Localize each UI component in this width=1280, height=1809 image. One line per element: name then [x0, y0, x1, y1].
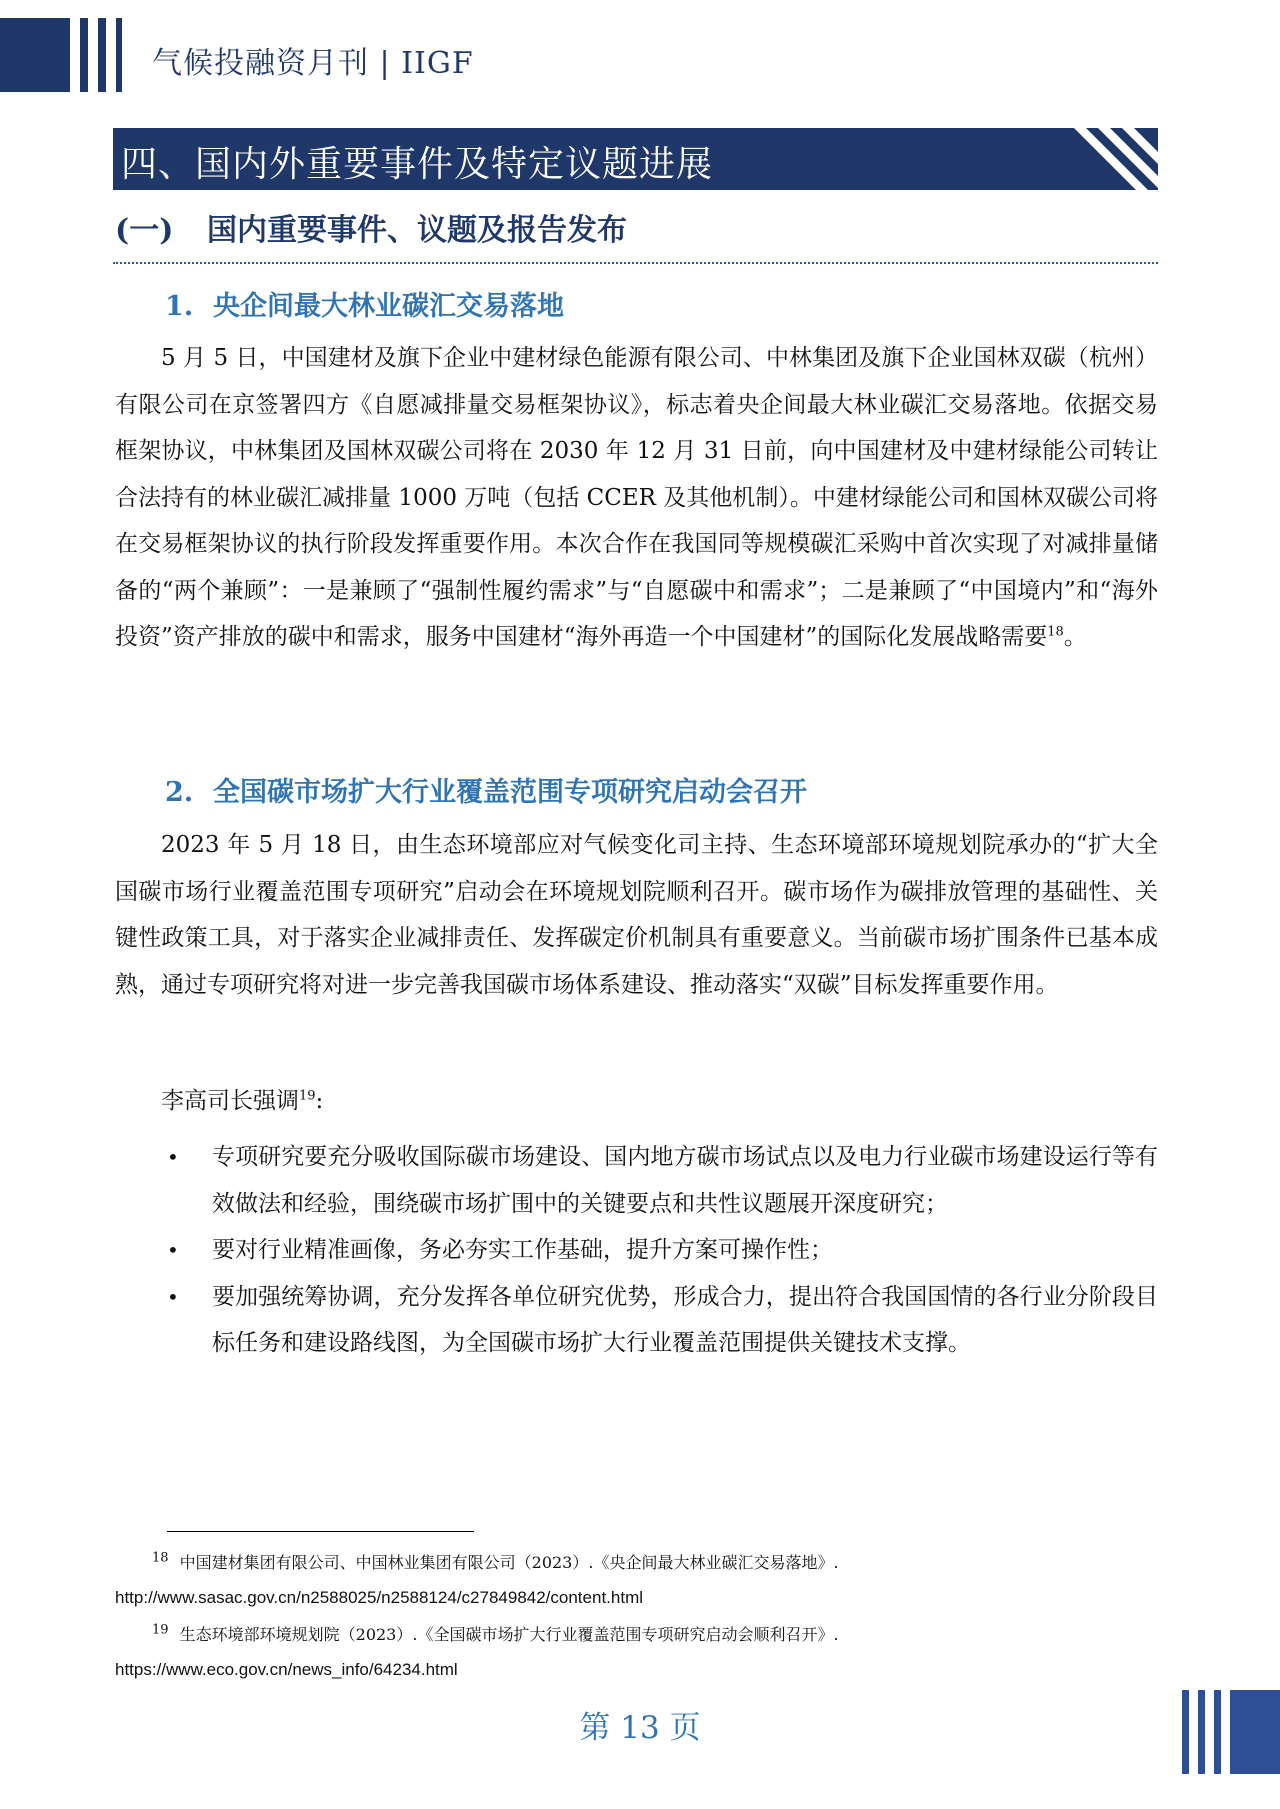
footnote-text: 中国建材集团有限公司、中国林业集团有限公司（2023）.《央企间最大林业碳汇交易落地》. [179, 1553, 839, 1572]
item2-heading [165, 770, 807, 809]
footnote-19 [152, 1622, 839, 1645]
subsection-heading [115, 205, 627, 249]
footer-decor-bars [1182, 1690, 1280, 1774]
bullet-icon: • [167, 1238, 179, 1262]
footnote-ref-18[interactable]: 18 [1047, 624, 1064, 640]
footnote-rule [167, 1531, 474, 1532]
banner-stripes-decor [1068, 128, 1158, 190]
dotted-divider [113, 262, 1158, 264]
footnote-18 [152, 1550, 839, 1573]
footnote-number: 18 [152, 1550, 169, 1566]
list-item: • 要加强统筹协调，充分发挥各单位研究优势，形成合力，提出符合我国国情的各行业分阶段目标任务和建设路线图，为全国碳市场扩大行业覆盖范围提供关键技术支撑。 [115, 1274, 1158, 1367]
item2-body: 2023 年 5 月 18 日，由生态环境部应对气候变化司主持、生态环境部环境规划院承办的“扩大全国碳市场行业覆盖范围专项研究”启动会在环境规划院顺利召开。碳市场作为碳排放管理的基础性、关键性政策工具，对于落实企业减排责任、发挥碳定价机制具有重要意义。当前碳市场扩围条件已基本成熟，通过专项研究将对进一步完善我国碳市场体系建设、推动落实“双碳”目标发挥重要作用。 [115, 832, 1158, 998]
subsection-number: (一) [115, 213, 174, 248]
bullet-icon: • [167, 1284, 179, 1309]
item2-paragraph [115, 822, 1158, 1008]
list-item: • 专项研究要充分吸收国际碳市场建设、国内地方碳市场试点以及电力行业碳市场建设运行等有效做法和经验，围绕碳市场扩围中的关键要点和共性议题展开深度研究； [115, 1134, 1158, 1227]
item1-heading [165, 284, 564, 323]
footnote-19-url[interactable]: https://www.eco.gov.cn/news_info/64234.html [115, 1660, 458, 1679]
header-decor-bars [0, 18, 122, 92]
footnote-text: 生态环境部环境规划院（2023）.《全国碳市场扩大行业覆盖范围专项研究启动会顺利召开》. [179, 1625, 839, 1644]
item1-title: 央企间最大林业碳汇交易落地 [213, 291, 564, 322]
journal-title: 气候投融资月刊 | IIGF [152, 46, 474, 81]
page-number: 第 13 页 [579, 1710, 701, 1746]
item2-number: 2. [165, 777, 194, 808]
section-title: 四、国内外重要事件及特定议题进展 [121, 144, 714, 185]
item1-body: 5 月 5 日，中国建材及旗下企业中建材绿色能源有限公司、中林集团及旗下企业国林双碳（杭州）有限公司在京签署四方《自愿减排量交易框架协议》，标志着央企间最大林业碳汇交易落地。依据交易框架协议，中林集团及国林双碳公司将在 2030 年 12 月 31 日前，向中国建材及中建材绿能公司转让合法持有的林业碳汇减排量 1000 万吨（包括 CCER 及其他机制）。中建材绿能公司和国林双碳公司将在交易框架协议的执行阶段发挥重要作用。本次合作在我国同等规模碳汇采购中首次实现了对减排量储备的“两个兼顾”：一是兼顾了“强制性履约需求”与“自愿碳中和需求”；二是兼顾了“中国境内”和“海外投资”资产排放的碳中和需求，服务中国建材“海外再造一个中国建材”的国际化发展战略需要 [115, 345, 1158, 650]
item2-title: 全国碳市场扩大行业覆盖范围专项研究启动会召开 [213, 777, 807, 808]
footnote-18-url[interactable]: http://www.sasac.gov.cn/n2588025/n2588124/c27849842/content.html [115, 1588, 644, 1607]
item1-number: 1. [165, 291, 194, 322]
bullet-icon: • [167, 1145, 179, 1169]
item1-paragraph: 5 月 5 日，中国建材及旗下企业中建材绿色能源有限公司、中林集团及旗下企业国林双碳（杭州）有限公司在京签署四方《自愿减排量交易框架协议》，标志着央企间最大林业碳汇交易落地。依据交易框架协议，中林集团及国林双碳公司将在 2030 年 12 月 31 日前，向中国建材及中建材绿能公司转让合法持有的林业碳汇减排量 1000 万吨（包括 CCER 及其他机制）。中建材绿能公司和国林双碳公司将在交易框架协议的执行阶段发挥重要作用。本次合作在我国同等规模碳汇采购中首次实现了对减排量储备的“两个兼顾”：一是兼顾了“强制性履约需求”与“自愿碳中和需求”；二是兼顾了“中国境内”和“海外投资”资产排放的碳中和需求，服务中国建材“海外再造一个中国建材”的国际化发展战略需要$^{18}$。 [115, 345, 1158, 650]
footnote-number: 19 [152, 1622, 169, 1638]
item2-bullet-list [115, 1134, 1158, 1367]
list-item: • 要对行业精准画像，务必夯实工作基础，提升方案可操作性； [115, 1227, 1158, 1274]
footnote-ref-19[interactable]: 19 [299, 1088, 316, 1104]
section-banner [113, 128, 1158, 190]
item2-lead: 李高司长强调$^{19}$: [161, 1088, 324, 1114]
subsection-title: 国内重要事件、议题及报告发布 [207, 213, 627, 248]
